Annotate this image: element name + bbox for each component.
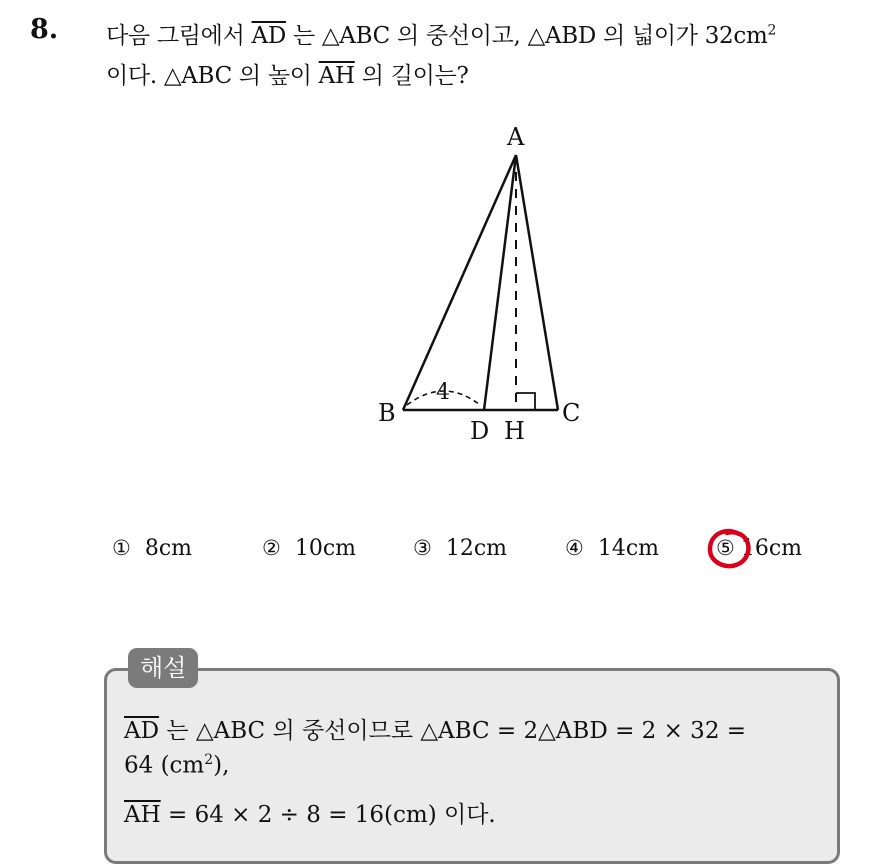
question-number: 8. bbox=[30, 14, 59, 45]
point-label-h: H bbox=[504, 417, 525, 445]
length-label-bd: 4 bbox=[436, 380, 450, 405]
solution-text: 64 (cm bbox=[124, 752, 205, 779]
vertex-label-c: C bbox=[562, 399, 581, 427]
superscript: 2 bbox=[767, 22, 777, 39]
question-text-line-2 bbox=[106, 57, 468, 90]
choice-1[interactable] bbox=[112, 536, 192, 561]
solution-line-2 bbox=[124, 752, 229, 779]
solution-tag: 해설 bbox=[128, 648, 198, 688]
choice-text: 14cm bbox=[597, 536, 660, 561]
question-text: 는 △ABC 의 중선이고, △ABD 의 넓이가 32cm bbox=[285, 23, 768, 49]
question-text: 다음 그림에서 bbox=[106, 23, 252, 49]
choice-marker: ③ bbox=[413, 536, 432, 560]
solution-line-1 bbox=[124, 712, 746, 745]
answer-circle-mark bbox=[705, 525, 755, 573]
choice-text: 12cm bbox=[445, 536, 508, 561]
segment-ad: $\overline{AD}$ bbox=[251, 23, 286, 49]
triangle-figure bbox=[360, 115, 620, 455]
solution-text: ), bbox=[213, 752, 230, 779]
question-text-line-1 bbox=[106, 17, 776, 50]
segment-ad: $\overline{AD}$ bbox=[124, 718, 160, 744]
question-text: 의 길이는? bbox=[354, 63, 469, 89]
choice-marker: ① bbox=[112, 536, 131, 560]
vertex-label-a: A bbox=[507, 123, 525, 151]
choice-text: 8cm bbox=[144, 536, 193, 561]
choice-text: 10cm bbox=[294, 536, 357, 561]
choice-4[interactable] bbox=[565, 536, 659, 561]
choice-marker: ② bbox=[262, 536, 281, 560]
side-ac bbox=[516, 155, 558, 410]
right-angle-mark bbox=[516, 393, 535, 410]
superscript: 2 bbox=[204, 752, 214, 768]
question-text: 이다. △ABC 의 높이 bbox=[106, 63, 319, 89]
solution-text: = 64 × 2 ÷ 8 = 16(cm) 이다. bbox=[160, 802, 496, 828]
segment-ah: $\overline{AH}$ bbox=[318, 63, 355, 89]
choice-marker: ⑤ bbox=[716, 536, 735, 560]
vertex-label-b: B bbox=[378, 399, 396, 427]
point-label-d: D bbox=[470, 417, 490, 445]
choice-2[interactable] bbox=[262, 536, 356, 561]
solution-text: 는 △ABC 의 중선이므로 △ABC = 2△ABD = 2 × 32 = bbox=[159, 718, 747, 744]
choice-3[interactable] bbox=[413, 536, 507, 561]
solution-line-3 bbox=[124, 796, 496, 829]
segment-ah: $\overline{AH}$ bbox=[124, 802, 161, 828]
choice-marker: ④ bbox=[565, 536, 584, 560]
choice-text: 16cm bbox=[740, 536, 803, 561]
